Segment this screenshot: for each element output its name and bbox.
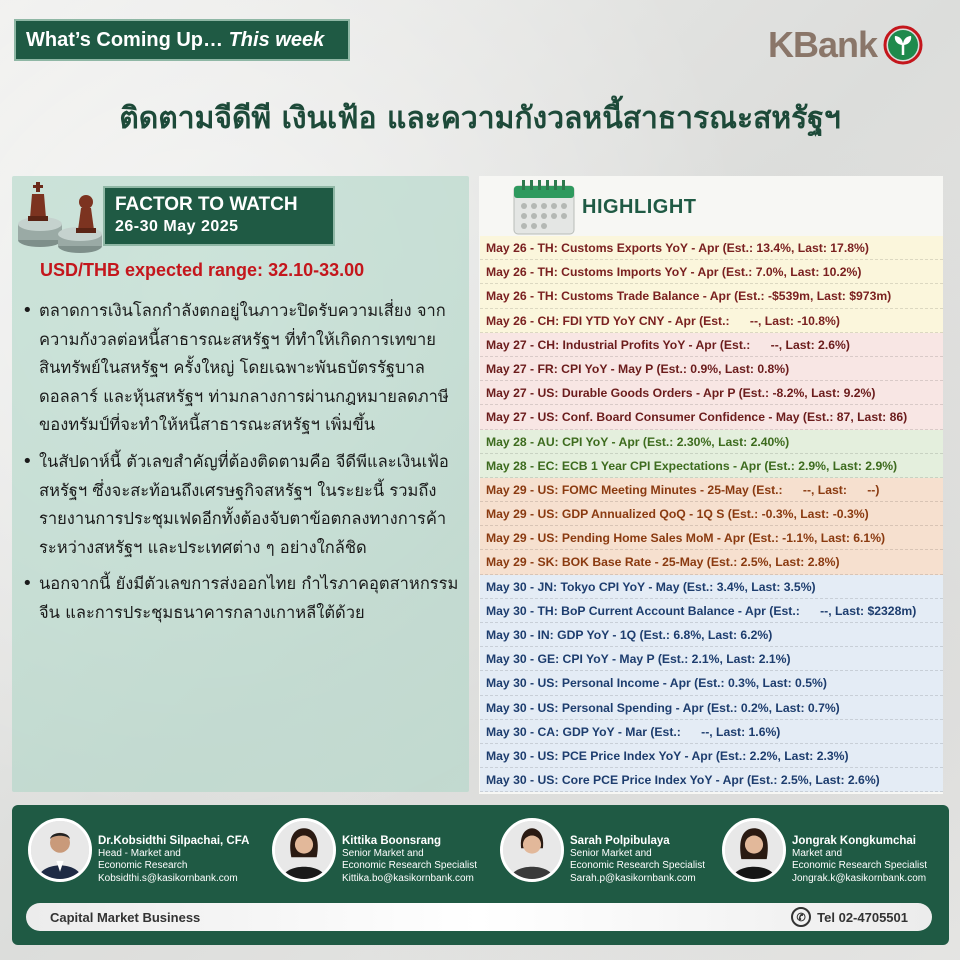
bullet-item (22, 570, 462, 627)
event-row: May 29 - US: FOMC Meeting Minutes - 25-May (Est.: --, Last: --) (480, 478, 943, 502)
bullet-text: ตลาดการเงินโลกกำลังตกอยู่ในภาวะปิดรับความเสี่ยง จากความกังวลต่อหนี้สาธารณะสหรัฐฯ ที่ทำให้เกิดการเทขายสินทรัพย์ในสหรัฐฯ ครั้งใหญ่ โดยเฉพาะพันธบัตรรัฐบาล ดอลลาร์ และหุ้นสหรัฐฯ ท่ามกลางการผ่านกฎหมายลดภาษีของทรัมป์ที่จะทำให้หนี้สาธารณะสหรัฐฯ เพิ่มขึ้น (39, 301, 449, 435)
member-info (792, 818, 927, 894)
highlight-title: HIGHLIGHT (582, 196, 697, 218)
member-role-line1: Head - Market and (98, 848, 181, 859)
bullet-text: นอกจากนี้ ยังมีตัวเลขการส่งออกไทย กำไรภาคอุตสาหกรรมจีน และการประชุมธนาคารกลางเกาหลีใต้ด้วย (39, 574, 459, 622)
banner-italic-text: This week (228, 29, 325, 51)
member-role-line2: Economic Research Specialist (792, 860, 928, 871)
event-row: May 26 - TH: Customs Imports YoY - Apr (Est.: 7.0%, Last: 10.2%) (480, 260, 943, 284)
member-name: Sarah Polpibulaya (570, 835, 670, 847)
event-row: May 30 - CA: GDP YoY - Mar (Est.: --, Last: 1.6%) (480, 720, 943, 744)
page-headline: ติดตามจีดีพี เงินเฟ้อ และความกังวลหนี้สาธารณะสหรัฐฯ (119, 101, 841, 136)
team-member (272, 818, 477, 894)
bullet-marker: • (22, 450, 33, 472)
phone-number[interactable]: Tel 02-4705501 (817, 909, 908, 925)
team-member (500, 818, 705, 894)
member-role-line2: Economic Research (98, 860, 188, 871)
bullet-marker: • (22, 573, 33, 595)
member-role-line1: Market and (792, 848, 843, 859)
event-row: May 29 - SK: BOK Base Rate - 25-May (Est.: 2.5%, Last: 2.8%) (480, 550, 943, 574)
event-row: May 27 - CH: Industrial Profits YoY - Apr (Est.: --, Last: 2.6%) (480, 333, 943, 357)
usdthb-range (40, 260, 364, 281)
member-name: Kittika Boonsrang (342, 835, 442, 847)
avatar-icon (275, 821, 333, 879)
member-role-line2: Economic Research Specialist (342, 860, 478, 871)
avatar (500, 818, 564, 882)
member-role-line2: Economic Research Specialist (570, 860, 706, 871)
event-row: May 26 - CH: FDI YTD YoY CNY - Apr (Est.: --, Last: -10.8%) (480, 309, 943, 333)
calendar-icon (512, 178, 576, 236)
kbank-logo-text: KBank (768, 24, 878, 65)
kbank-logo (768, 22, 938, 68)
member-info (342, 818, 477, 894)
member-info (98, 818, 249, 894)
bullet-list (22, 297, 462, 636)
event-list (480, 236, 943, 792)
bullet-marker: • (22, 300, 33, 321)
member-role-line1: Senior Market and (342, 848, 424, 859)
avatar (272, 818, 336, 882)
event-row: May 30 - TH: BoP Current Account Balance - Apr (Est.: --, Last: $2328m) (480, 599, 943, 623)
event-row: May 30 - JN: Tokyo CPI YoY - May (Est.: 3.4%, Last: 3.5%) (480, 575, 943, 599)
event-row: May 29 - US: GDP Annualized QoQ - 1Q S (Est.: -0.3%, Last: -0.3%) (480, 502, 943, 526)
bullet-text: ในสัปดาห์นี้ ตัวเลขสำคัญที่ต้องติดตามคือ จีดีพีและเงินเฟ้อสหรัฐฯ ซึ่งจะสะท้อนถึงเศรษฐกิจสหรัฐฯ ในระยะนี้ รวมถึงรายงานการประชุมเฟดอีกทั้งต้องจับตาข้อตกลงทางการค้าระหว่างสหรัฐฯ และประเทศต่าง ๆ อย่างใกล้ชิด (39, 451, 449, 557)
event-row: May 27 - US: Conf. Board Consumer Confidence - May (Est.: 87, Last: 86) (480, 405, 943, 429)
event-row: May 26 - TH: Customs Exports YoY - Apr (Est.: 13.4%, Last: 17.8%) (480, 236, 943, 260)
avatar (28, 818, 92, 882)
range-label: USD/THB expected range: (40, 260, 264, 280)
event-row: May 28 - EC: ECB 1 Year CPI Expectations - Apr (Est.: 2.9%, Last: 2.9%) (480, 454, 943, 478)
event-row: May 30 - US: Core PCE Price Index YoY - Apr (Est.: 2.5%, Last: 2.6%) (480, 768, 943, 792)
kbank-logo-icon (883, 25, 923, 65)
chess-pawn-icon (76, 195, 96, 233)
member-email[interactable]: Jongrak.k@kasikornbank.com (792, 873, 927, 884)
bullet-item (22, 297, 462, 440)
factor-date: 26-30 May 2025 (115, 218, 239, 235)
avatar (722, 818, 786, 882)
event-row: May 30 - US: PCE Price Index YoY - Apr (Est.: 2.2%, Last: 2.3%) (480, 744, 943, 768)
avatar-icon (31, 821, 89, 879)
event-row: May 30 - US: Personal Income - Apr (Est.: 0.3%, Last: 0.5%) (480, 671, 943, 695)
event-row: May 27 - US: Durable Goods Orders - Apr P (Est.: -8.2%, Last: 9.2%) (480, 381, 943, 405)
event-row: May 27 - FR: CPI YoY - May P (Est.: 0.9%, Last: 0.8%) (480, 357, 943, 381)
member-role-line1: Senior Market and (570, 848, 652, 859)
member-name: Dr.Kobsidthi Silpachai, CFA (98, 835, 250, 847)
chess-king-icon (28, 182, 48, 221)
event-row: May 30 - US: Personal Spending - Apr (Est.: 0.2%, Last: 0.7%) (480, 696, 943, 720)
range-value: 32.10-33.00 (268, 260, 365, 280)
coins-icon (14, 178, 108, 256)
event-row: May 29 - US: Pending Home Sales MoM - Apr (Est.: -1.1%, Last: 6.1%) (480, 526, 943, 550)
member-info (570, 818, 705, 894)
banner-main-text: What’s Coming Up… (26, 29, 224, 51)
business-unit: Capital Market Business (50, 909, 201, 925)
member-email[interactable]: Kittika.bo@kasikornbank.com (342, 873, 474, 884)
factor-title: FACTOR TO WATCH (115, 194, 298, 215)
team-member (722, 818, 927, 894)
phone-icon: ✆ (791, 907, 811, 927)
member-email[interactable]: Sarah.p@kasikornbank.com (570, 873, 696, 884)
contact-bar (26, 903, 932, 931)
avatar-icon (503, 821, 561, 879)
member-name: Jongrak Kongkumchai (792, 835, 916, 847)
phone-contact[interactable] (791, 907, 908, 927)
event-row: May 28 - AU: CPI YoY - Apr (Est.: 2.30%, Last: 2.40%) (480, 430, 943, 454)
factor-to-watch-box (103, 186, 335, 246)
event-row: May 26 - TH: Customs Trade Balance - Apr (Est.: -$539m, Last: $973m) (480, 284, 943, 308)
event-row: May 30 - GE: CPI YoY - May P (Est.: 2.1%, Last: 2.1%) (480, 647, 943, 671)
member-email[interactable]: Kobsidthi.s@kasikornbank.com (98, 873, 238, 884)
whats-coming-up-banner (14, 19, 350, 61)
team-member (28, 818, 249, 894)
bullet-item (22, 448, 462, 562)
avatar-icon (725, 821, 783, 879)
event-row: May 30 - IN: GDP YoY - 1Q (Est.: 6.8%, Last: 6.2%) (480, 623, 943, 647)
